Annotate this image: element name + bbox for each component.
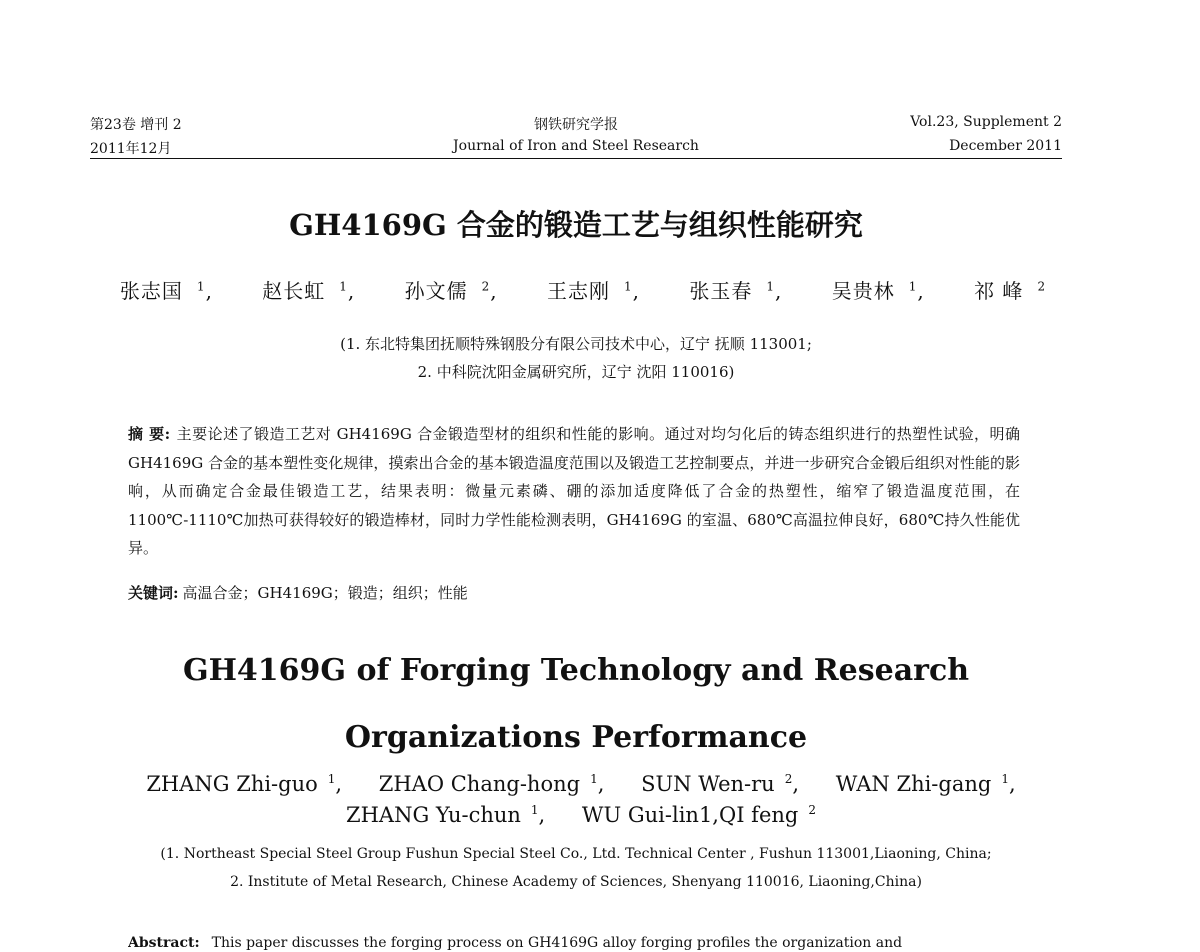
title-en-line-1: GH4169G of Forging Technology and Research bbox=[182, 653, 970, 688]
issue-date-en: December 2011 bbox=[949, 138, 1062, 154]
abstract-zh-label: 摘 要: bbox=[128, 425, 171, 443]
abstract-en bbox=[128, 935, 1020, 951]
affiliation-zh-1: (1. 东北特集团抚顺特殊钢股分有限公司技术中心，辽宁 抚顺 113001; bbox=[340, 335, 812, 353]
affiliation-zh-2: 2. 中科院沈阳金属研究所，辽宁 沈阳 110016) bbox=[417, 363, 735, 381]
author-en: WAN Zhi-gang $^1$, bbox=[835, 772, 1016, 796]
author-zh: 张玉春 $^1$, bbox=[689, 279, 783, 303]
author-en: SUN Wen-ru $^2$, bbox=[641, 772, 800, 796]
author-zh: 孙文儒 $^2$, bbox=[404, 279, 498, 303]
header-row-1 bbox=[90, 114, 1062, 134]
journal-header bbox=[90, 112, 1062, 160]
author-en: ZHANG Zhi-guo $^1$, bbox=[146, 772, 343, 796]
title-zh: GH4169G 合金的锻造工艺与组织性能研究 bbox=[289, 208, 863, 242]
issue-date-zh: 2011年12月 bbox=[90, 141, 172, 157]
author-zh: 祁 峰 $^2$ bbox=[974, 279, 1047, 303]
keywords-zh-text: 高温合金；GH4169G；锻造；组织；性能 bbox=[182, 584, 468, 602]
volume-info-en: Vol.23, Supplement 2 bbox=[910, 114, 1062, 130]
abstract-en-label: Abstract: bbox=[128, 935, 200, 951]
abstract-zh-text: 主要论述了锻造工艺对 GH4169G 合金锻造型材的组织和性能的影响。通过对均匀化后的铸态组织进行的热塑性试验，明确 GH4169G 合金的基本塑性变化规律，摸索出合金的基本锻造温度范围以及锻造工艺控制要点，并进一步研究合金锻后组织对性能的影响，从而确定合金最佳锻造工艺，结果表明：微量元素磷、硼的添加适度降低了合金的热塑性，缩窄了锻造温度范围，在 1100℃-1110℃加热可获得较好的锻造棒材，同时力学性能检测表明，GH4169G 的室温、680℃高温拉伸良好，680℃持久性能优异。 bbox=[128, 425, 1021, 557]
author-zh: 吴贵林 $^1$, bbox=[831, 279, 925, 303]
abstract-zh bbox=[128, 420, 1020, 563]
author-zh: 张志国 $^1$, bbox=[119, 279, 213, 303]
author-zh: 赵长虹 $^1$, bbox=[262, 279, 356, 303]
keywords-zh-label: 关键词: bbox=[128, 584, 179, 602]
affiliation-en-2: 2. Institute of Metal Research, Chinese Academy of Sciences, Shenyang 110016, Liaoning,China) bbox=[230, 874, 922, 890]
authors-zh bbox=[0, 275, 1152, 304]
journal-name-en: Journal of Iron and Steel Research bbox=[453, 138, 699, 154]
keywords-zh bbox=[128, 582, 1020, 603]
abstract-en-text: This paper discusses the forging process on GH4169G alloy forging profiles the organization and bbox=[211, 935, 903, 951]
header-row-2 bbox=[90, 138, 1062, 158]
authors-en-line-1 bbox=[0, 772, 1152, 796]
affiliation-en-1: (1. Northeast Special Steel Group Fushun Special Steel Co., Ltd. Technical Center , Fushun 113001,Liaoning, China; bbox=[160, 846, 992, 862]
journal-name-zh: 钢铁研究学报 bbox=[534, 117, 618, 133]
author-en: ZHANG Yu-chun $^1$, bbox=[346, 803, 546, 827]
header-rule bbox=[90, 158, 1062, 159]
affiliations-en bbox=[0, 840, 1152, 896]
author-zh: 王志刚 $^1$, bbox=[547, 279, 640, 303]
volume-info: 第23卷 增刊 2 bbox=[90, 117, 182, 133]
author-en: WU Gui-lin1,QI feng $^2$ bbox=[581, 803, 816, 827]
title-en-line-2: Organizations Performance bbox=[344, 720, 808, 755]
authors-en-line-2 bbox=[0, 803, 1152, 827]
author-en: ZHAO Chang-hong $^1$, bbox=[378, 772, 605, 796]
affiliations-zh bbox=[0, 330, 1152, 386]
